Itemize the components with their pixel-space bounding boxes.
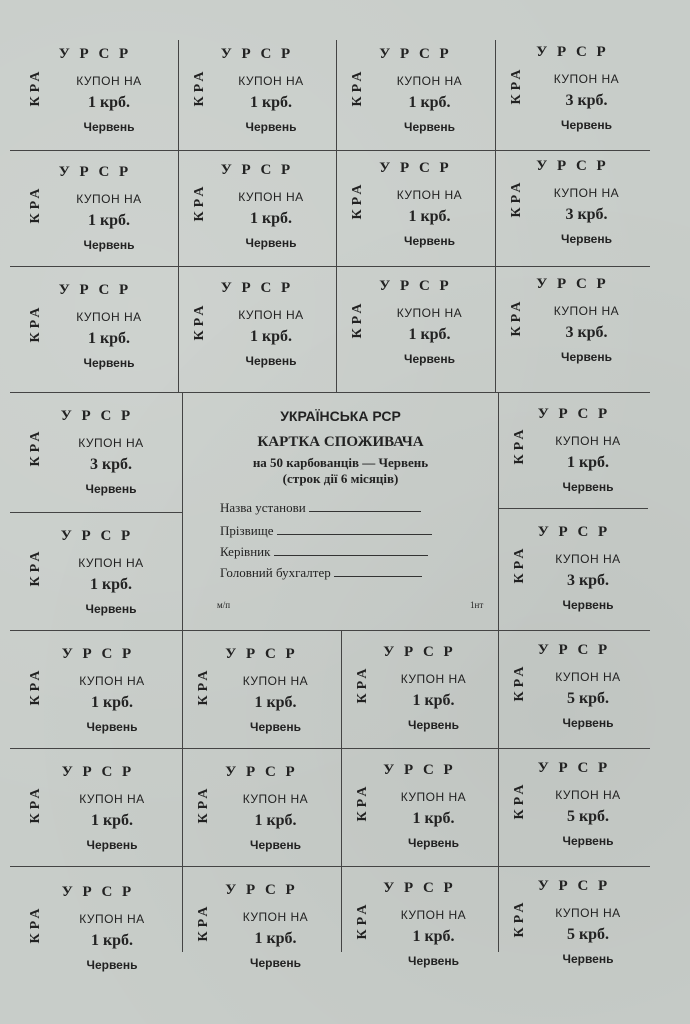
coupon xyxy=(498,384,650,506)
coupon-side-label: КРА xyxy=(512,544,527,584)
director-field xyxy=(220,544,428,560)
coupon-month: Червень xyxy=(86,958,138,972)
director-label: Керівник xyxy=(220,544,271,559)
coupon-header: У Р С Р xyxy=(61,646,135,662)
coupon-label: КУПОН НА xyxy=(400,672,467,686)
coupon-month: Червень xyxy=(404,120,455,134)
coupon-side-label: КРА xyxy=(350,180,365,220)
coupon-side-label: КРА xyxy=(196,784,211,824)
coupon-amount: 3 крб. xyxy=(89,456,133,473)
coupon-amount: 5 крб. xyxy=(566,808,610,825)
coupon-month: Червень xyxy=(408,718,459,732)
coupon-label: КУПОН НА xyxy=(79,674,145,688)
coupon-month: Червень xyxy=(83,120,135,134)
coupon-label: КУПОН НА xyxy=(238,308,304,322)
coupon-header: У Р С Р xyxy=(58,164,132,180)
coupon xyxy=(495,136,650,260)
coupon-side-label: КРА xyxy=(355,900,370,940)
coupon-header: У Р С Р xyxy=(58,46,132,62)
coupon-month: Червень xyxy=(562,952,614,966)
coupon-month: Червень xyxy=(408,954,459,968)
coupon-label: КУПОН НА xyxy=(555,670,621,684)
coupon-amount: 3 крб. xyxy=(565,92,608,109)
coupon-label: КУПОН НА xyxy=(79,912,145,926)
coupon-amount: 1 крб. xyxy=(90,812,134,829)
coupon-label: КУПОН НА xyxy=(79,792,145,806)
coupon-amount: 1 крб. xyxy=(87,330,131,347)
coupon-amount: 1 крб. xyxy=(249,328,293,345)
coupon xyxy=(341,622,498,746)
coupon xyxy=(498,620,650,744)
coupon xyxy=(498,856,650,980)
coupon-header: У Р С Р xyxy=(537,878,611,894)
consumer-card-panel xyxy=(183,392,498,630)
coupon-amount: 3 крб. xyxy=(565,324,608,341)
coupon-label: КУПОН НА xyxy=(555,788,621,802)
surname-rule xyxy=(277,524,432,535)
institution-field xyxy=(220,500,421,516)
coupon-side-label: КРА xyxy=(196,902,211,942)
coupon-label: КУПОН НА xyxy=(76,310,142,324)
coupon-month: Червень xyxy=(85,482,137,496)
coupon-header: У Р С Р xyxy=(379,160,452,176)
card-term-line: (строк дії 6 місяців) xyxy=(282,471,399,486)
coupon xyxy=(14,260,176,386)
coupon-month: Червень xyxy=(250,720,301,734)
coupon-side-label: КРА xyxy=(355,664,370,704)
coupon-header: У Р С Р xyxy=(536,276,609,292)
coupon-header: У Р С Р xyxy=(225,882,298,898)
coupon-month: Червень xyxy=(86,720,138,734)
coupon-amount: 1 крб. xyxy=(89,576,133,593)
coupon-label: КУПОН НА xyxy=(76,74,142,88)
coupon xyxy=(14,142,176,266)
coupon-label: КУПОН НА xyxy=(555,906,621,920)
coupon-side-label: КРА xyxy=(512,425,527,465)
coupon xyxy=(14,24,176,150)
coupon-label: КУПОН НА xyxy=(78,556,144,570)
coupon-label: КУПОН НА xyxy=(400,790,467,804)
coupon-side-label: КРА xyxy=(28,67,43,107)
surname-label: Прізвище xyxy=(220,523,274,538)
accountant-rule xyxy=(334,566,422,577)
coupon-label: КУПОН НА xyxy=(400,908,467,922)
coupon-amount: 3 крб. xyxy=(566,572,610,589)
coupon-header: У Р С Р xyxy=(379,278,452,294)
coupon-header: У Р С Р xyxy=(60,528,134,544)
coupon-amount: 1 крб. xyxy=(249,210,293,227)
coupon-month: Червень xyxy=(562,834,614,848)
print-code: 1нт xyxy=(470,600,484,610)
coupon-amount: 1 крб. xyxy=(87,212,131,229)
coupon-header: У Р С Р xyxy=(60,408,134,424)
coupon-month: Червень xyxy=(245,120,297,134)
coupon-side-label: КРА xyxy=(28,547,43,587)
coupon-side-label: КРА xyxy=(196,666,211,706)
coupon-month: Червень xyxy=(408,836,459,850)
coupon-label: КУПОН НА xyxy=(553,186,620,200)
coupon-side-label: КРА xyxy=(192,301,207,341)
coupon-label: КУПОН НА xyxy=(396,188,463,202)
accountant-field xyxy=(220,565,422,581)
coupon-label: КУПОН НА xyxy=(553,72,620,86)
coupon-side-label: КРА xyxy=(512,898,527,938)
coupon xyxy=(178,24,336,150)
coupon-amount: 1 крб. xyxy=(90,694,134,711)
coupon xyxy=(336,138,495,262)
coupon-side-label: КРА xyxy=(28,904,43,944)
coupon-month: Червень xyxy=(561,350,612,364)
coupon-month: Червень xyxy=(562,716,614,730)
coupon-label: КУПОН НА xyxy=(242,910,309,924)
coupon xyxy=(14,862,182,986)
coupon-side-label: КРА xyxy=(355,782,370,822)
coupon-amount: 1 крб. xyxy=(87,94,131,111)
coupon-amount: 1 крб. xyxy=(408,326,451,343)
coupon-header: У Р С Р xyxy=(383,880,456,896)
coupon-label: КУПОН НА xyxy=(76,192,142,206)
coupon-header: У Р С Р xyxy=(537,642,611,658)
coupon-side-label: КРА xyxy=(512,780,527,820)
coupon-header: У Р С Р xyxy=(225,764,298,780)
coupon-amount: 1 крб. xyxy=(254,930,297,947)
coupon xyxy=(182,624,341,748)
coupon xyxy=(178,258,336,384)
coupon-side-label: КРА xyxy=(509,297,524,337)
coupon-label: КУПОН НА xyxy=(78,436,144,450)
coupon-side-label: КРА xyxy=(192,67,207,107)
coupon-month: Червень xyxy=(83,356,135,370)
coupon-amount: 1 крб. xyxy=(412,810,455,827)
coupon-month: Червень xyxy=(85,602,137,616)
coupon xyxy=(14,386,180,508)
coupon-amount: 1 крб. xyxy=(90,932,134,949)
coupon-side-label: КРА xyxy=(192,182,207,222)
surname-field xyxy=(220,523,432,539)
coupon xyxy=(178,140,336,264)
coupon-header: У Р С Р xyxy=(537,524,611,540)
coupon xyxy=(336,256,495,382)
coupon-label: КУПОН НА xyxy=(238,190,304,204)
coupon-label: КУПОН НА xyxy=(238,74,304,88)
coupon xyxy=(14,742,182,866)
institution-label: Назва установи xyxy=(220,500,306,515)
card-subtitle: КАРТКА СПОЖИВАЧА xyxy=(257,434,424,450)
coupon-header: У Р С Р xyxy=(537,406,611,422)
coupon-label: КУПОН НА xyxy=(553,304,620,318)
coupon-side-label: КРА xyxy=(28,184,43,224)
coupon-side-label: КРА xyxy=(509,65,524,105)
coupon xyxy=(336,24,495,150)
coupon xyxy=(14,624,182,748)
coupon-header: У Р С Р xyxy=(536,44,609,60)
coupon xyxy=(182,742,341,866)
coupon-header: У Р С Р xyxy=(383,762,456,778)
coupon-side-label: КРА xyxy=(28,666,43,706)
coupon xyxy=(182,860,341,984)
coupon-side-label: КРА xyxy=(28,784,43,824)
stamp-mark: м/п xyxy=(217,600,231,610)
coupon-month: Червень xyxy=(562,598,614,612)
coupon-month: Червень xyxy=(245,236,297,250)
coupon-header: У Р С Р xyxy=(58,282,132,298)
coupon-header: У Р С Р xyxy=(383,644,456,660)
coupon xyxy=(498,502,650,626)
coupon-side-label: КРА xyxy=(350,67,365,107)
coupon-month: Червень xyxy=(250,956,301,970)
coupon-month: Червень xyxy=(404,352,455,366)
coupon-header: У Р С Р xyxy=(225,646,298,662)
coupon-amount: 1 крб. xyxy=(254,694,297,711)
institution-rule xyxy=(309,501,421,512)
coupon-side-label: КРА xyxy=(512,662,527,702)
coupon-month: Червень xyxy=(245,354,297,368)
coupon-month: Червень xyxy=(86,838,138,852)
coupon-label: КУПОН НА xyxy=(242,674,309,688)
coupon-header: У Р С Р xyxy=(61,764,135,780)
coupon-side-label: КРА xyxy=(350,299,365,339)
coupon-label: КУПОН НА xyxy=(555,552,621,566)
coupon-amount: 1 крб. xyxy=(249,94,293,111)
coupon-header: У Р С Р xyxy=(220,280,294,296)
coupon-month: Червень xyxy=(562,480,614,494)
coupon-label: КУПОН НА xyxy=(242,792,309,806)
coupon xyxy=(14,506,180,628)
card-title: УКРАЇНСЬКА РСР xyxy=(280,408,401,424)
coupon-label: КУПОН НА xyxy=(396,74,463,88)
coupon-amount: 1 крб. xyxy=(408,208,451,225)
coupon xyxy=(498,738,650,862)
director-rule xyxy=(274,545,428,556)
coupon-month: Червень xyxy=(83,238,135,252)
coupon-month: Червень xyxy=(404,234,455,248)
coupon-amount: 1 крб. xyxy=(412,692,455,709)
accountant-label: Головний бухгалтер xyxy=(220,565,331,580)
coupon-amount: 1 крб. xyxy=(566,454,610,471)
coupon-label: КУПОН НА xyxy=(555,434,621,448)
coupon-month: Червень xyxy=(561,232,612,246)
coupon-amount: 5 крб. xyxy=(566,926,610,943)
card-amount-line: на 50 карбованців — Червень xyxy=(252,455,429,470)
coupon-side-label: КРА xyxy=(28,427,43,467)
coupon-label: КУПОН НА xyxy=(396,306,463,320)
coupon-side-label: КРА xyxy=(28,303,43,343)
coupon xyxy=(495,22,650,148)
coupon-header: У Р С Р xyxy=(220,162,294,178)
coupon-month: Червень xyxy=(561,118,612,132)
coupon xyxy=(495,254,650,380)
coupon-amount: 1 крб. xyxy=(412,928,455,945)
coupon-amount: 5 крб. xyxy=(566,690,610,707)
coupon-side-label: КРА xyxy=(509,178,524,218)
coupon-amount: 3 крб. xyxy=(565,206,608,223)
coupon-header: У Р С Р xyxy=(61,884,135,900)
coupon-month: Червень xyxy=(250,838,301,852)
coupon-amount: 1 крб. xyxy=(408,94,451,111)
coupon xyxy=(341,740,498,864)
coupon xyxy=(341,858,498,982)
coupon-amount: 1 крб. xyxy=(254,812,297,829)
coupon-header: У Р С Р xyxy=(220,46,294,62)
coupon-header: У Р С Р xyxy=(379,46,452,62)
coupon-header: У Р С Р xyxy=(536,158,609,174)
coupon-header: У Р С Р xyxy=(537,760,611,776)
